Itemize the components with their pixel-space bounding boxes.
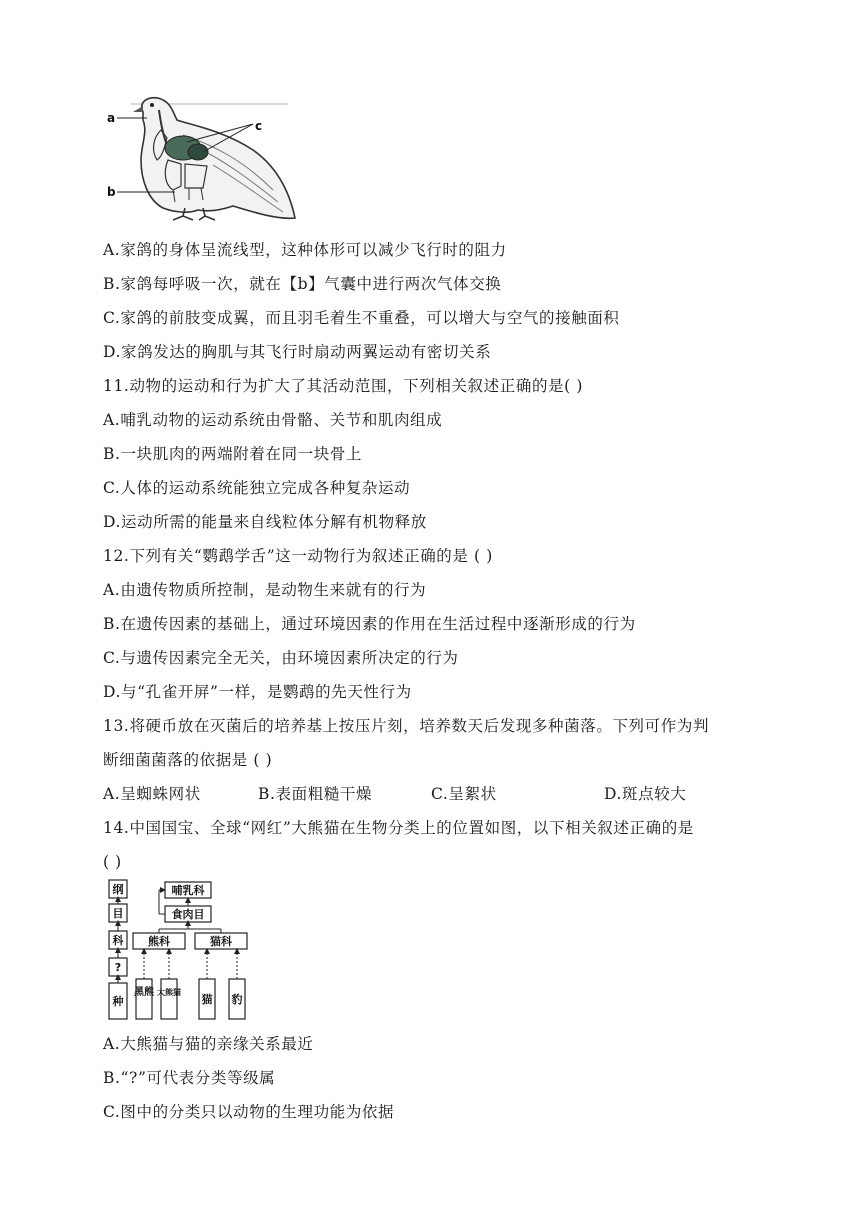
rank-family: 科 [112, 934, 124, 947]
pigeon-body-outline [141, 98, 295, 219]
q13-stem-line1: 13.将硬币放在灭菌后的培养基上按压片刻，培养数天后发现多种菌落。下列可作为判 [103, 717, 710, 735]
pigeon-anatomy-figure [103, 90, 303, 230]
rank-order: 目 [112, 907, 124, 920]
label-b: b [107, 185, 116, 199]
rank-unknown: ? [114, 961, 122, 974]
q13-option-c: C.呈絮状 [431, 785, 497, 803]
rank-species: 种 [112, 995, 124, 1008]
q14-option-c: C.图中的分类只以动物的生理功能为依据 [103, 1103, 395, 1121]
q13-option-b: B.表面粗糙干燥 [258, 785, 373, 803]
q10-option-a: A.家鸽的身体呈流线型，这种体形可以减少飞行时的阻力 [103, 241, 507, 259]
q13-options-row [103, 784, 703, 804]
q11-option-c: C.人体的运动系统能独立完成各种复杂运动 [103, 479, 411, 497]
q14-stem-line1: 14.中国国宝、全球“网红”大熊猫在生物分类上的位置如图，以下相关叙述正确的是 [103, 819, 694, 837]
label-a: a [107, 111, 116, 125]
q12-option-d: D.与“孔雀开屏”一样，是鹦鹉的先天性行为 [103, 683, 412, 701]
q14-option-b: B.“?”可代表分类等级属 [103, 1069, 276, 1087]
q14-option-a: A.大熊猫与猫的亲缘关系最近 [103, 1035, 314, 1053]
q13-option-d: D.斑点较大 [604, 785, 687, 803]
q12-stem: 12.下列有关“鹦鹉学舌”这一动物行为叙述正确的是 ( ) [103, 547, 493, 565]
species-giant-panda-label: 大熊猫 [157, 988, 181, 997]
label-c: c [255, 119, 263, 133]
q12-option-c: C.与遗传因素完全无关，由环境因素所决定的行为 [103, 649, 459, 667]
species-black-bear-label: 黑熊 [134, 987, 154, 998]
q11-option-b: B.一块肌肉的两端附着在同一块骨上 [103, 445, 363, 463]
q10-option-d: D.家鸽发达的胸肌与其飞行时扇动两翼运动有密切关系 [103, 343, 492, 361]
family-bear: 熊科 [148, 935, 170, 948]
class-name: 哺乳科 [171, 884, 205, 897]
species-black-bear [134, 985, 155, 998]
species-cat: 猫 [201, 993, 213, 1006]
q11-option-a: A.哺乳动物的运动系统由骨骼、关节和肌肉组成 [103, 411, 443, 429]
q12-option-b: B.在遗传因素的基础上，通过环境因素的作用在生活过程中逐渐形成的行为 [103, 615, 636, 633]
q13-option-a: A.呈蜘蛛网状 [103, 785, 201, 803]
q11-stem: 11.动物的运动和行为扩大了其活动范围，下列相关叙述正确的是( ) [103, 377, 583, 395]
family-cat: 猫科 [210, 935, 232, 948]
q12-option-a: A.由遗传物质所控制，是动物生来就有的行为 [103, 581, 427, 599]
q11-option-d: D.运动所需的能量来自线粒体分解有机物释放 [103, 513, 427, 531]
order-name: 食肉目 [171, 908, 205, 921]
q13-stem-line2: 断细菌菌落的依据是 ( ) [103, 751, 273, 769]
rank-class: 纲 [112, 883, 124, 896]
taxonomy-diagram [103, 877, 258, 1025]
species-leopard: 豹 [231, 993, 243, 1006]
q10-option-b: B.家鸽每呼吸一次，就在【b】气囊中进行两次气体交换 [103, 275, 502, 293]
species-giant-panda [157, 987, 181, 997]
q14-stem-line2: ( ) [103, 853, 122, 871]
q10-option-c: C.家鸽的前肢变成翼，而且羽毛着生不重叠，可以增大与空气的接触面积 [103, 309, 620, 327]
